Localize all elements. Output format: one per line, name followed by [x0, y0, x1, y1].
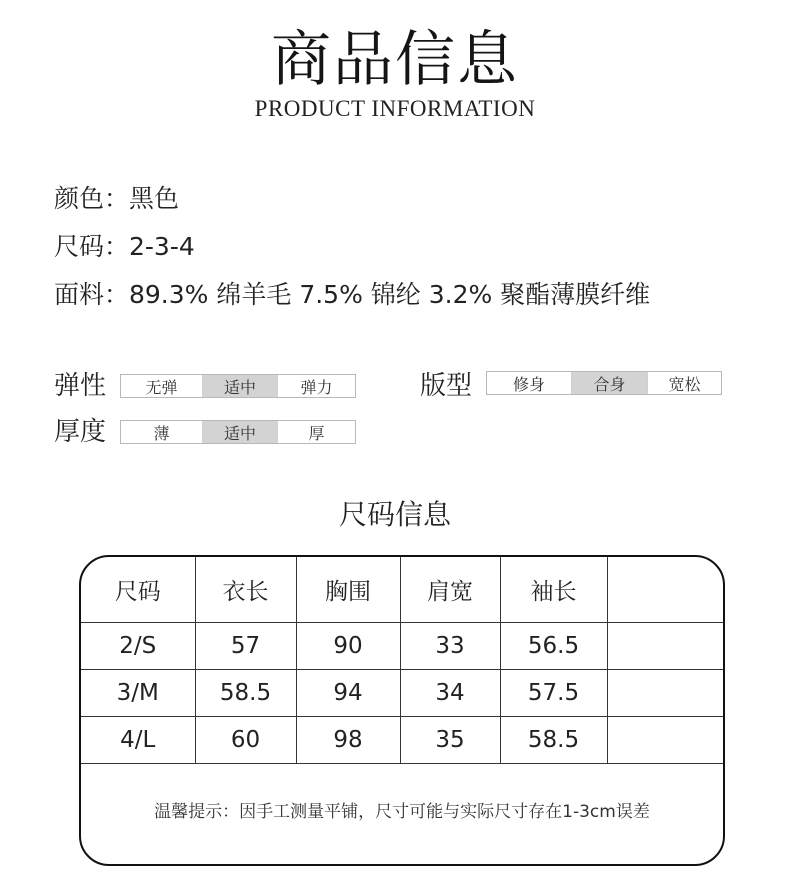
- table-cell: 60: [195, 717, 296, 764]
- column-header: 尺码: [81, 557, 195, 623]
- size-table: [81, 557, 723, 764]
- table-cell: 33: [400, 623, 500, 670]
- thickness-option-selected: 适中: [202, 421, 277, 443]
- table-cell: 34: [400, 670, 500, 717]
- thickness-option: 薄: [153, 423, 170, 443]
- thickness-option: 厚: [277, 421, 355, 443]
- fit-option-selected: 合身: [571, 372, 647, 394]
- table-header-row: [81, 557, 723, 623]
- thickness-scale: [120, 420, 356, 444]
- column-header: [607, 557, 723, 623]
- elasticity-option: 弹力: [277, 375, 355, 397]
- fit-scale: [486, 371, 722, 395]
- table-cell: 2/S: [81, 623, 195, 670]
- table-row: [81, 623, 723, 670]
- fit-option: 宽松: [647, 372, 721, 394]
- column-header: 衣长: [195, 557, 296, 623]
- elasticity-option-selected: 适中: [202, 375, 277, 397]
- table-row: [81, 717, 723, 764]
- table-cell: 56.5: [500, 623, 607, 670]
- size-section-title: 尺码信息: [338, 498, 451, 531]
- table-cell: 58.5: [195, 670, 296, 717]
- table-cell: 94: [296, 670, 400, 717]
- table-row: [81, 670, 723, 717]
- table-cell: [607, 623, 723, 670]
- column-header: 肩宽: [400, 557, 500, 623]
- table-cell: [607, 717, 723, 764]
- column-header: 袖长: [500, 557, 607, 623]
- spec-fabric: 面料：89.3% 绵羊毛 7.5% 锦纶 3.2% 聚酯薄膜纤维: [54, 280, 651, 309]
- table-cell: 4/L: [81, 717, 195, 764]
- fit-label: 版型: [420, 371, 473, 401]
- spec-size: 尺码：2-3-4: [54, 232, 195, 261]
- page-title: 商品信息: [271, 25, 519, 95]
- table-cell: 3/M: [81, 670, 195, 717]
- table-cell: 58.5: [500, 717, 607, 764]
- fit-option: 修身: [512, 374, 545, 394]
- table-cell: 90: [296, 623, 400, 670]
- table-cell: [607, 670, 723, 717]
- elasticity-option: 无弹: [145, 377, 178, 397]
- table-cell: 35: [400, 717, 500, 764]
- thickness-label: 厚度: [54, 417, 107, 447]
- table-cell: 57: [195, 623, 296, 670]
- spec-color: 颜色：黑色: [54, 184, 180, 213]
- size-table-frame: [79, 555, 725, 866]
- page-subtitle: PRODUCT INFORMATION: [254, 96, 536, 121]
- table-cell: 98: [296, 717, 400, 764]
- column-header: 胸围: [296, 557, 400, 623]
- table-cell: 57.5: [500, 670, 607, 717]
- elasticity-scale: [120, 374, 356, 398]
- elasticity-label: 弹性: [54, 371, 107, 401]
- measurement-note: 温馨提示：因手工测量平铺，尺寸可能与实际尺寸存在1-3cm误差: [154, 802, 650, 822]
